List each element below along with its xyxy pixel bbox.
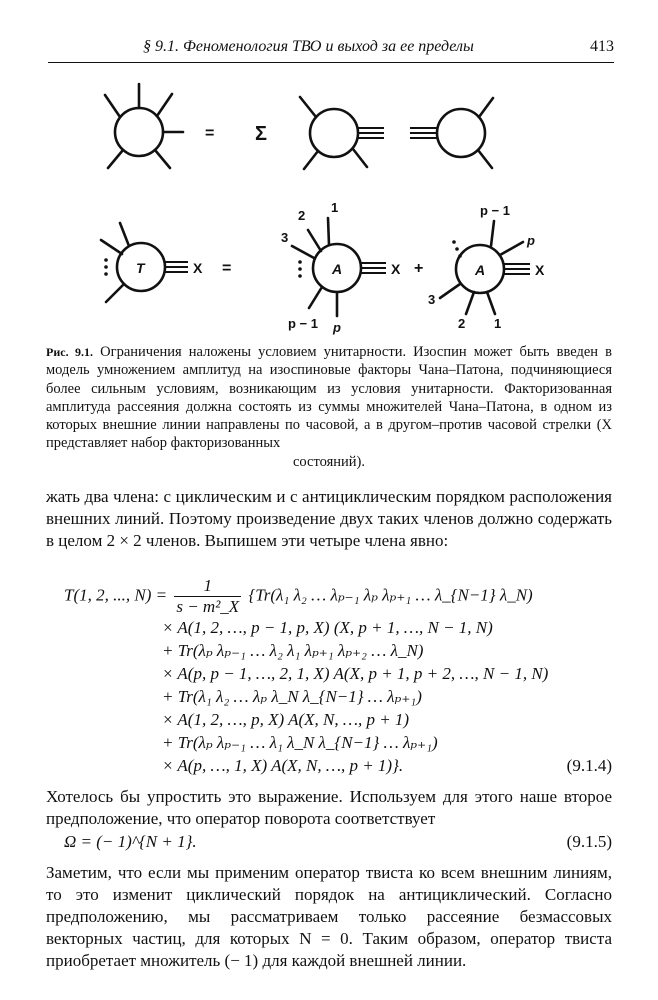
equals-sign-1: = [205,125,215,142]
label-1-middle: 1 [331,200,339,215]
equation-line-2: + Tr(λₚ λₚ₋₁ … λ₂ λ₁ λₚ₊₁ λₚ₊₂ … λ_N) [162,641,424,660]
equation-9-1-5 [0,832,658,856]
equation-line-7: × A(p, …, 1, X) A(X, N, …, p + 1)}. [162,756,404,775]
equation-number-9-1-4: (9.1.4) [566,756,612,775]
figure-9-1 [0,70,658,340]
label-p-middle: p [333,320,341,335]
equation-line-3: × A(p, p − 1, …, 2, 1, X) A(X, p + 1, p + 2, …, N − 1, N) [162,664,549,683]
equation-line-0: {Tr(λ₁ λ₂ … λₚ₋₁ λₚ λₚ₊₁ … λ_{N−1} λ_N) [248,585,533,605]
page-header [48,38,614,64]
label-A-right: A [475,262,486,278]
sum-symbol: Σ [255,123,268,145]
label-T: T [136,260,145,276]
paragraph-2: Хотелось бы упростить это выражение. Используем для этого наше второе предположение, что оператор поворота соответствует [46,787,612,828]
label-2-middle: 2 [298,208,306,223]
label-A-middle: A [332,261,343,277]
paragraph-3: Заметим, что если мы применим оператор твиста ко всем внешним линиям, то это изменит циклический порядок на антициклический. Согласно предположению, мы рассматриваем только рассеяние безмассовых векторных частиц, для которых N = 0. Таким образом, оператор твиста приобретает множитель (− 1) для каждой внешней линии. [46,863,612,970]
fraction-denominator: s − m²_X [176,597,240,616]
equation-9-1-4 [0,570,658,780]
equals-sign-2: = [222,260,232,277]
label-p-minus-1-middle: p − 1 [288,316,318,331]
equation-fraction [174,576,241,617]
equation-line-5: × A(1, 2, …, p, X) A(X, N, …, p + 1) [162,710,410,729]
label-X-2: X [391,261,401,277]
label-p-right: p [527,233,535,248]
label-X-1: X [193,260,203,276]
label-3-right: 3 [428,292,436,307]
caption-lead: Рис. 9.1. [46,345,94,359]
equation-line-1: × A(1, 2, …, p − 1, p, X) (X, p + 1, …, N − 1, N) [162,618,493,637]
caption-text: Ограничения наложены условием унитарности. Изоспин может быть введен в модель умножением амплитуд на изоспиновые факторы Чана–Патона, подчиняющиеся более сильным условиям, возникающим из условия унитарности. Факторизованная амплитуда рассеяния должна состоять из суммы множителей Чана–Патона, в одном из которых внешние линии направлены по часовой, а в другом–против часовой стрелки (X представляет набор факторизованных [46,344,613,452]
equation-lhs: T(1, 2, ..., N) = [64,585,168,605]
label-p-minus-1-right: p − 1 [480,203,510,218]
plus-sign: + [414,260,424,277]
label-3-middle: 3 [281,230,289,245]
caption-last-line: состояний). [292,453,365,470]
equation-line-6: + Tr(λₚ λₚ₋₁ … λ₁ λ_N λ_{N−1} … λₚ₊₁) [162,733,438,752]
equation-number-9-1-5: (9.1.5) [566,832,612,851]
equation-line-4: + Tr(λ₁ λ₂ … λₚ λ_N λ_{N−1} … λₚ₊₁) [162,687,422,706]
label-1-right: 1 [494,316,502,331]
equation-omega: Ω = (− 1)^{N + 1}. [64,832,197,851]
paragraph-1: жать два члена: с циклическим и с антициклическим порядком расположения внешних линий. Поэтому произведение двух таких членов должно содержать в целом 2 × 2 членов. Выпишем эти четыре члена явно: [46,487,612,550]
label-2-right: 2 [458,316,466,331]
figure-caption [46,343,612,471]
running-title: § 9.1. Феноменология ТВО и выход за ее пределы [143,38,474,55]
label-X-3: X [535,262,545,278]
header-rule [48,62,614,63]
page-number: 413 [590,38,614,55]
fraction-numerator: 1 [174,576,241,597]
